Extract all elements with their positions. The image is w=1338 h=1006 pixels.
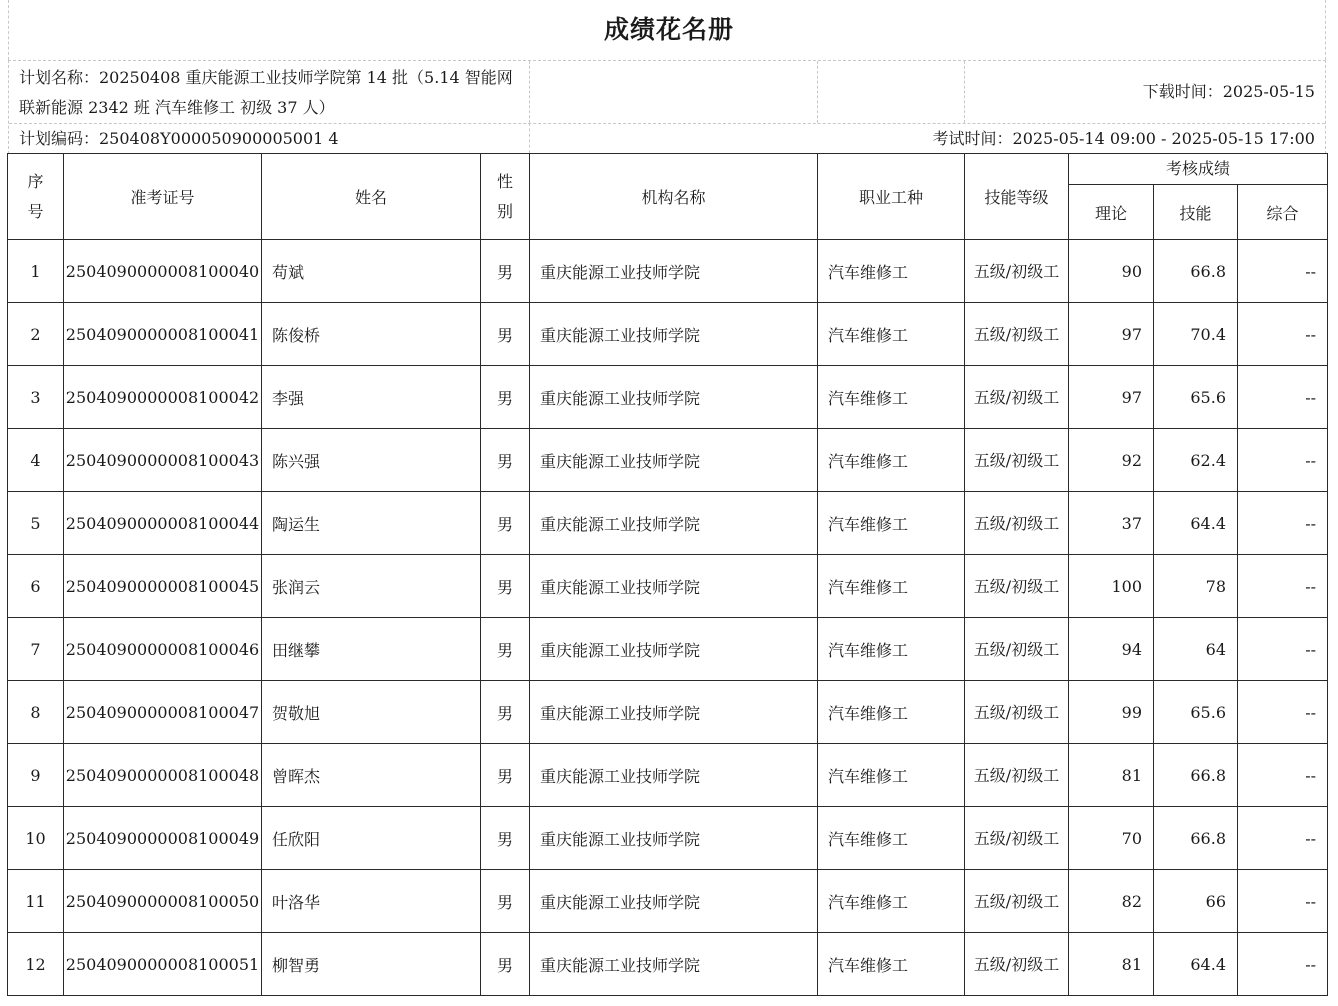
- cell-ticket: 2504090000008100048: [64, 744, 262, 807]
- cell-name: 苟斌: [262, 240, 481, 303]
- cell-theory: 90: [1069, 240, 1154, 303]
- score-table: [7, 153, 1328, 996]
- cell-org: 重庆能源工业技师学院: [530, 744, 818, 807]
- table-row: [8, 744, 1328, 807]
- cell-org: 重庆能源工业技师学院: [530, 933, 818, 996]
- cell-level: [965, 492, 1069, 555]
- cell-level: [965, 933, 1069, 996]
- cell-overall: --: [1238, 870, 1328, 933]
- cell-level-text: 五级/初级工: [973, 891, 1060, 911]
- cell-overall: --: [1238, 744, 1328, 807]
- cell-ticket: 2504090000008100049: [64, 807, 262, 870]
- cell-gender: 男: [481, 240, 530, 303]
- cell-ticket: 2504090000008100051: [64, 933, 262, 996]
- cell-job: 汽车维修工: [818, 744, 965, 807]
- cell-theory: 81: [1069, 933, 1154, 996]
- cell-overall: --: [1238, 366, 1328, 429]
- cell-level-text: 五级/初级工: [973, 576, 1060, 596]
- cell-seq: 1: [8, 240, 64, 303]
- cell-skill: 66.8: [1154, 744, 1238, 807]
- header-job: 职业工种: [818, 154, 965, 240]
- header-level: 技能等级: [965, 154, 1069, 240]
- cell-name: 柳智勇: [262, 933, 481, 996]
- cell-seq: 7: [8, 618, 64, 681]
- header-org: 机构名称: [530, 154, 818, 240]
- table-row: [8, 618, 1328, 681]
- cell-seq: 9: [8, 744, 64, 807]
- cell-org: 重庆能源工业技师学院: [530, 555, 818, 618]
- cell-seq: 11: [8, 870, 64, 933]
- cell-name: 李强: [262, 366, 481, 429]
- cell-theory: 94: [1069, 618, 1154, 681]
- cell-job: 汽车维修工: [818, 240, 965, 303]
- cell-ticket: 2504090000008100044: [64, 492, 262, 555]
- cell-overall: --: [1238, 240, 1328, 303]
- cell-name: 陈兴强: [262, 429, 481, 492]
- cell-gender: 男: [481, 492, 530, 555]
- cell-skill: 64: [1154, 618, 1238, 681]
- table-row: [8, 240, 1328, 303]
- cell-ticket: 2504090000008100040: [64, 240, 262, 303]
- table-row: [8, 933, 1328, 996]
- cell-level-text: 五级/初级工: [973, 324, 1060, 344]
- cell-org: 重庆能源工业技师学院: [530, 303, 818, 366]
- header-theory: 理论: [1069, 185, 1154, 240]
- cell-gender: 男: [481, 618, 530, 681]
- header-score-group: 考核成绩: [1069, 154, 1328, 185]
- header-overall: 综合: [1238, 185, 1328, 240]
- cell-level: [965, 870, 1069, 933]
- cell-theory: 92: [1069, 429, 1154, 492]
- cell-overall: --: [1238, 429, 1328, 492]
- plan-code: 计划编码：250408Y000050900005001 4: [19, 129, 339, 148]
- cell-level-text: 五级/初级工: [973, 828, 1060, 848]
- cell-seq: 6: [8, 555, 64, 618]
- cell-ticket: 2504090000008100045: [64, 555, 262, 618]
- cell-theory: 82: [1069, 870, 1154, 933]
- cell-job: 汽车维修工: [818, 618, 965, 681]
- cell-job: 汽车维修工: [818, 807, 965, 870]
- cell-theory: 81: [1069, 744, 1154, 807]
- table-row: [8, 303, 1328, 366]
- table-row: [8, 681, 1328, 744]
- cell-level-text: 五级/初级工: [973, 702, 1060, 722]
- cell-org: 重庆能源工业技师学院: [530, 618, 818, 681]
- header-seq: [8, 154, 64, 240]
- cell-level: [965, 555, 1069, 618]
- header-skill: 技能: [1154, 185, 1238, 240]
- cell-overall: --: [1238, 555, 1328, 618]
- cell-ticket: 2504090000008100041: [64, 303, 262, 366]
- cell-level: [965, 681, 1069, 744]
- cell-gender: 男: [481, 807, 530, 870]
- table-row: [8, 555, 1328, 618]
- table-body: [8, 240, 1328, 996]
- cell-name: 张润云: [262, 555, 481, 618]
- cell-skill: 64.4: [1154, 933, 1238, 996]
- cell-ticket: 2504090000008100042: [64, 366, 262, 429]
- cell-org: 重庆能源工业技师学院: [530, 429, 818, 492]
- table-row: [8, 492, 1328, 555]
- cell-gender: 男: [481, 681, 530, 744]
- cell-gender: 男: [481, 933, 530, 996]
- info-divider: [817, 61, 818, 123]
- plan-name: 计划名称：20250408 重庆能源工业技师学院第 14 批（5.14 智能网联新能源 2342 班 汽车维修工 初级 37 人）: [19, 68, 513, 117]
- cell-job: 汽车维修工: [818, 492, 965, 555]
- info-divider: [529, 123, 530, 153]
- cell-seq: 12: [8, 933, 64, 996]
- cell-job: 汽车维修工: [818, 303, 965, 366]
- cell-level: [965, 240, 1069, 303]
- cell-name: 任欣阳: [262, 807, 481, 870]
- cell-name: 叶洛华: [262, 870, 481, 933]
- cell-job: 汽车维修工: [818, 933, 965, 996]
- cell-gender: 男: [481, 303, 530, 366]
- cell-name: 曾晖杰: [262, 744, 481, 807]
- cell-seq: 4: [8, 429, 64, 492]
- cell-theory: 97: [1069, 366, 1154, 429]
- cell-org: 重庆能源工业技师学院: [530, 681, 818, 744]
- cell-gender: 男: [481, 870, 530, 933]
- cell-name: 贺敬旭: [262, 681, 481, 744]
- info-divider: [529, 61, 530, 123]
- cell-seq: 10: [8, 807, 64, 870]
- cell-seq: 3: [8, 366, 64, 429]
- header-name: 姓名: [262, 154, 481, 240]
- cell-level-text: 五级/初级工: [973, 954, 1060, 974]
- cell-gender: 男: [481, 555, 530, 618]
- cell-seq: 8: [8, 681, 64, 744]
- cell-skill: 78: [1154, 555, 1238, 618]
- cell-level: [965, 366, 1069, 429]
- cell-skill: 62.4: [1154, 429, 1238, 492]
- info-divider: [964, 61, 965, 123]
- cell-job: 汽车维修工: [818, 366, 965, 429]
- document-title: 成绩花名册: [603, 15, 734, 44]
- cell-theory: 97: [1069, 303, 1154, 366]
- cell-seq: 2: [8, 303, 64, 366]
- cell-name: 陈俊桥: [262, 303, 481, 366]
- cell-ticket: 2504090000008100047: [64, 681, 262, 744]
- cell-level-text: 五级/初级工: [973, 387, 1060, 407]
- cell-org: 重庆能源工业技师学院: [530, 240, 818, 303]
- header-ticket: 准考证号: [64, 154, 262, 240]
- cell-level-text: 五级/初级工: [973, 765, 1060, 785]
- cell-level: [965, 618, 1069, 681]
- cell-theory: 37: [1069, 492, 1154, 555]
- cell-overall: --: [1238, 303, 1328, 366]
- cell-level-text: 五级/初级工: [973, 513, 1060, 533]
- cell-skill: 65.6: [1154, 366, 1238, 429]
- cell-org: 重庆能源工业技师学院: [530, 366, 818, 429]
- cell-org: 重庆能源工业技师学院: [530, 807, 818, 870]
- cell-overall: --: [1238, 807, 1328, 870]
- cell-theory: 99: [1069, 681, 1154, 744]
- cell-overall: --: [1238, 618, 1328, 681]
- cell-ticket: 2504090000008100043: [64, 429, 262, 492]
- cell-gender: 男: [481, 744, 530, 807]
- cell-skill: 64.4: [1154, 492, 1238, 555]
- table-row: [8, 807, 1328, 870]
- cell-ticket: 2504090000008100046: [64, 618, 262, 681]
- cell-job: 汽车维修工: [818, 429, 965, 492]
- cell-job: 汽车维修工: [818, 870, 965, 933]
- cell-name: 陶运生: [262, 492, 481, 555]
- cell-skill: 70.4: [1154, 303, 1238, 366]
- cell-seq: 5: [8, 492, 64, 555]
- cell-skill: 66.8: [1154, 240, 1238, 303]
- header-gender-label: 性别: [496, 171, 513, 221]
- cell-level: [965, 303, 1069, 366]
- cell-skill: 66: [1154, 870, 1238, 933]
- exam-time: 考试时间：2025-05-14 09:00 - 2025-05-15 17:00: [932, 129, 1315, 148]
- cell-skill: 65.6: [1154, 681, 1238, 744]
- cell-org: 重庆能源工业技师学院: [530, 492, 818, 555]
- header-seq-label: 序号: [27, 171, 44, 221]
- download-time: 下载时间：2025-05-15: [1142, 82, 1315, 101]
- cell-overall: --: [1238, 681, 1328, 744]
- table-row: [8, 870, 1328, 933]
- cell-skill: 66.8: [1154, 807, 1238, 870]
- cell-level: [965, 429, 1069, 492]
- cell-ticket: 2504090000008100050: [64, 870, 262, 933]
- cell-overall: --: [1238, 933, 1328, 996]
- cell-theory: 70: [1069, 807, 1154, 870]
- cell-job: 汽车维修工: [818, 681, 965, 744]
- cell-level: [965, 807, 1069, 870]
- cell-gender: 男: [481, 366, 530, 429]
- cell-level: [965, 744, 1069, 807]
- cell-level-text: 五级/初级工: [973, 261, 1060, 281]
- cell-org: 重庆能源工业技师学院: [530, 870, 818, 933]
- plan-info-block: [8, 60, 1326, 154]
- header-gender: [481, 154, 530, 240]
- cell-name: 田继攀: [262, 618, 481, 681]
- cell-level-text: 五级/初级工: [973, 639, 1060, 659]
- table-row: [8, 366, 1328, 429]
- cell-level-text: 五级/初级工: [973, 450, 1060, 470]
- cell-gender: 男: [481, 429, 530, 492]
- cell-overall: --: [1238, 492, 1328, 555]
- cell-theory: 100: [1069, 555, 1154, 618]
- cell-job: 汽车维修工: [818, 555, 965, 618]
- table-row: [8, 429, 1328, 492]
